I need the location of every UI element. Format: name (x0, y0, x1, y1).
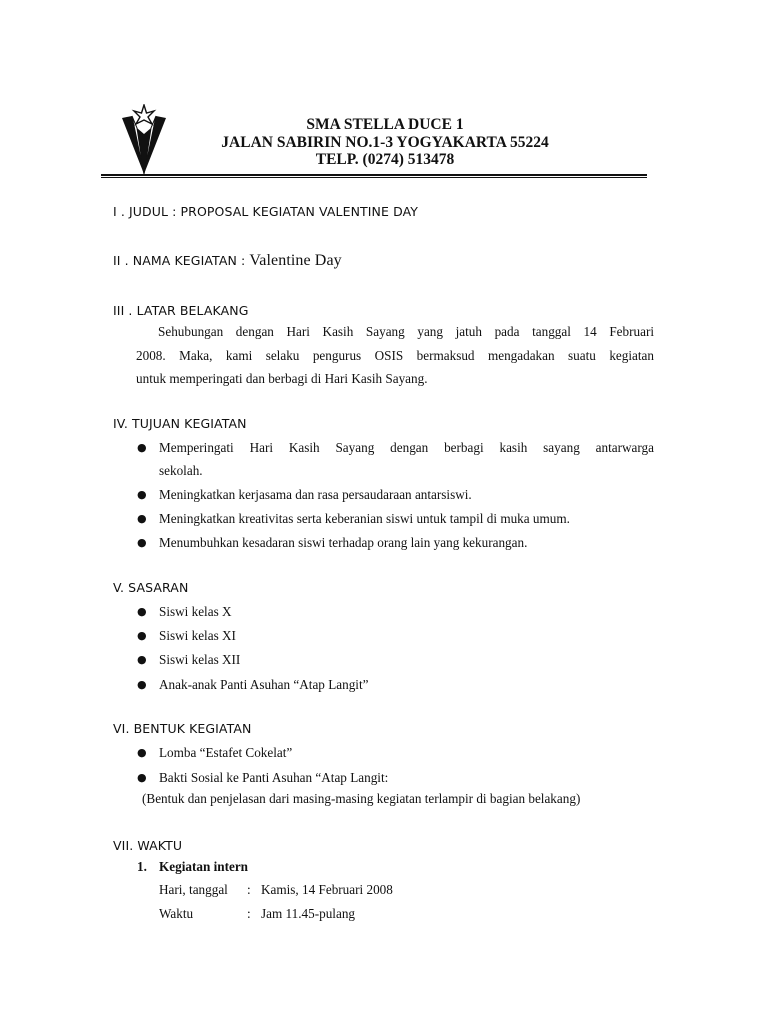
list-item: ● Siswi kelas XI (137, 624, 654, 647)
school-logo-icon (120, 104, 168, 176)
bullet-icon: ● (137, 488, 147, 501)
bullet-icon: ● (137, 629, 147, 642)
list-item: ● Bakti Sosial ke Panti Asuhan “Atap Langit: (137, 766, 654, 789)
list-item: ● Siswi kelas X (137, 600, 654, 623)
section-title-bentuk: VI. BENTUK KEGIATAN (113, 721, 252, 736)
section-title-nama (113, 252, 342, 270)
latar-line-1: Sehubungan dengan Hari Kasih Sayang yang jatuh pada tanggal 14 Februari (158, 324, 654, 339)
list-item: ● Memperingati Hari Kasih Sayang dengan berbagi kasih sayang antarwarga sekolah. (137, 436, 654, 482)
school-phone: TELP. (0274) 513478 (315, 151, 455, 168)
bullet-icon: ● (137, 536, 147, 549)
section-title-sasaran: V. SASARAN (113, 580, 189, 595)
row-sep-waktu: : (247, 906, 251, 921)
bullet-icon: ● (137, 678, 147, 691)
row-value-hari: Kamis, 14 Februari 2008 (261, 882, 393, 897)
letterhead-divider (101, 174, 647, 176)
list-item: ● Anak-anak Panti Asuhan “Atap Langit” (137, 673, 654, 696)
school-address: JALAN SABIRIN NO.1-3 YOGYAKARTA 55224 (221, 134, 549, 151)
section-title-judul: I . JUDUL : PROPOSAL KEGIATAN VALENTINE DAY (113, 204, 419, 219)
bullet-icon: ● (137, 605, 147, 618)
waktu-sub-number: 1. (137, 859, 147, 874)
bullet-icon: ● (137, 653, 147, 666)
bullet-icon: ● (137, 746, 147, 759)
nama-value: Valentine Day (249, 252, 342, 269)
list-item: ● Lomba “Estafet Cokelat” (137, 741, 654, 764)
bullet-icon: ● (137, 441, 147, 454)
school-name: SMA STELLA DUCE 1 (306, 116, 464, 133)
section-title-tujuan: IV. TUJUAN KEGIATAN (113, 416, 247, 431)
nama-label: II . NAMA KEGIATAN : (113, 253, 246, 268)
row-key-waktu: Waktu (159, 906, 194, 921)
row-key-hari: Hari, tanggal (159, 882, 228, 897)
bullet-icon: ● (137, 771, 147, 784)
list-item: ● Meningkatkan kreativitas serta keberanian siswi untuk tampil di muka umum. (137, 507, 654, 530)
list-item: ● Meningkatkan kerjasama dan rasa persaudaraan antarsiswi. (137, 483, 654, 506)
letterhead-divider-thin (101, 177, 647, 178)
bullet-icon: ● (137, 512, 147, 525)
bentuk-note: (Bentuk dan penjelasan dari masing-masing kegiatan terlampir di bagian belakang) (142, 791, 581, 806)
latar-line-3: untuk memperingati dan berbagi di Hari Kasih Sayang. (136, 371, 428, 386)
waktu-sub-title: Kegiatan intern (159, 859, 249, 874)
list-item: ● Menumbuhkan kesadaran siswi terhadap orang lain yang kekurangan. (137, 531, 654, 554)
section-title-waktu: VII. WAKTU (113, 838, 183, 853)
row-value-waktu: Jam 11.45-pulang (261, 906, 356, 921)
row-sep-hari: : (247, 882, 251, 897)
section-title-latar: III . LATAR BELAKANG (113, 303, 249, 318)
latar-line-2: 2008. Maka, kami selaku pengurus OSIS bermaksud mengadakan suatu kegiatan (136, 348, 654, 363)
list-item: ● Siswi kelas XII (137, 648, 654, 671)
